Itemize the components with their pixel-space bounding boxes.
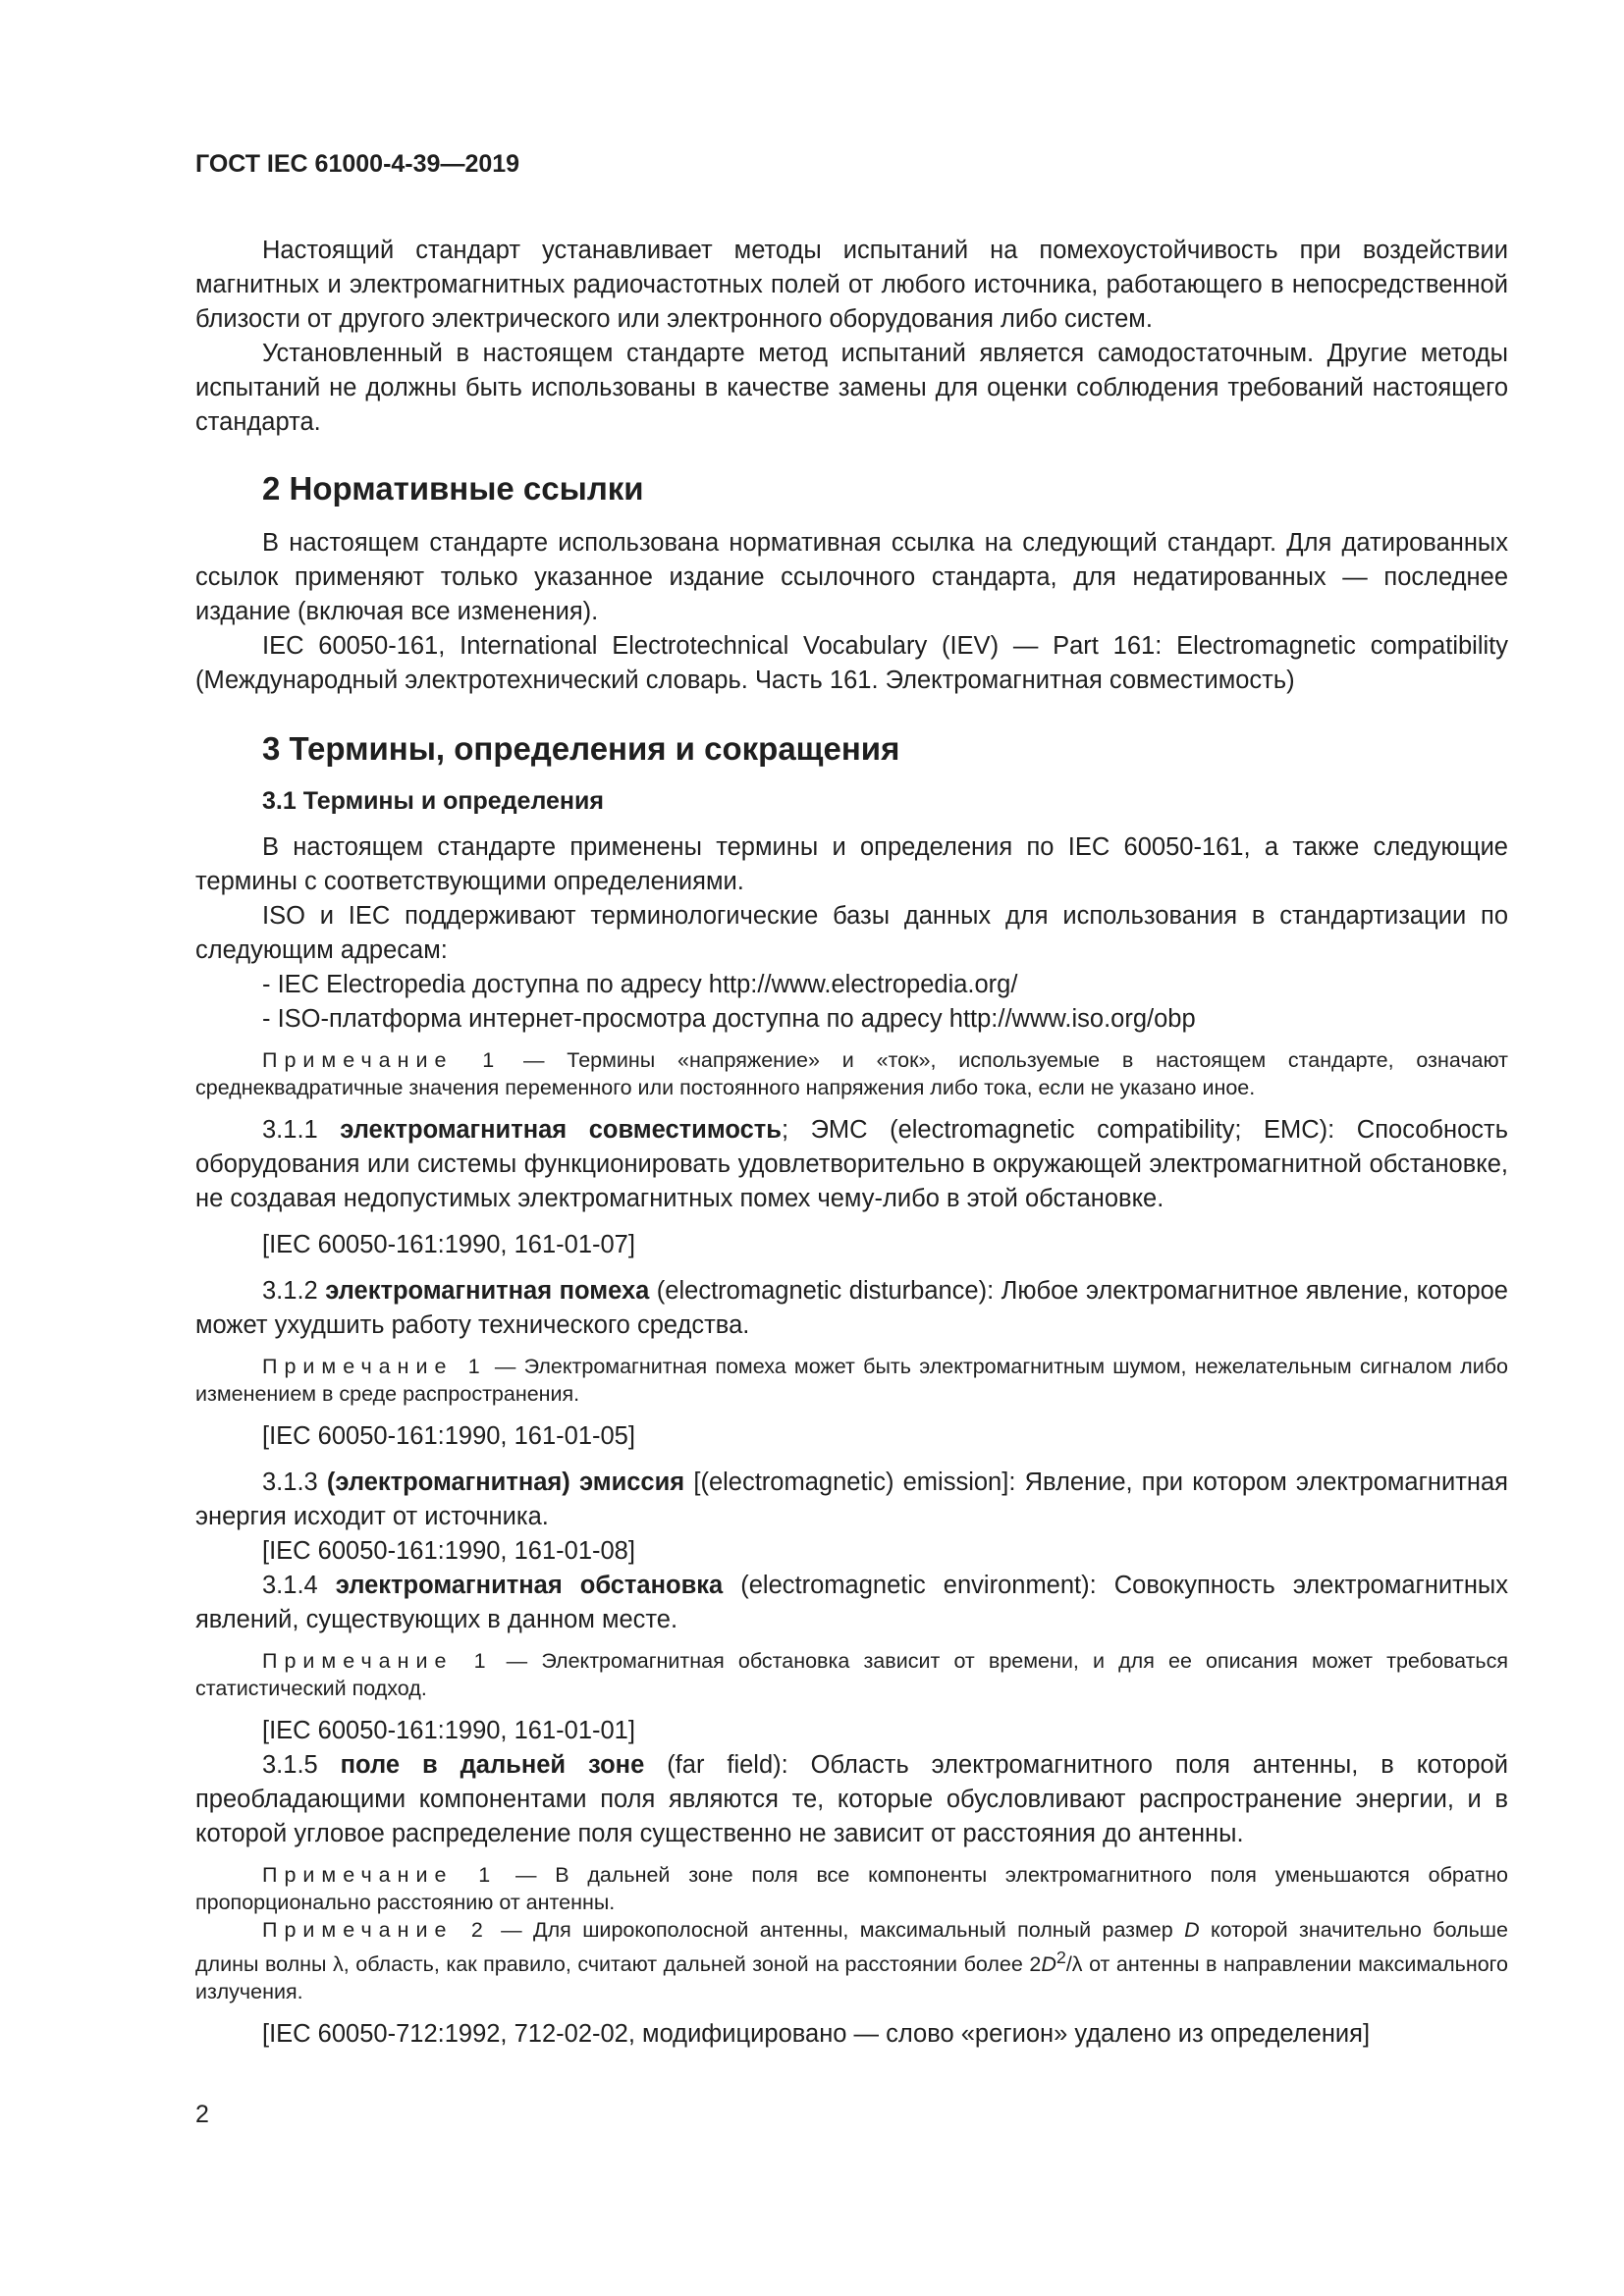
note-text: — Для широкополосной антенны, максимальный полный размер [489,1918,1185,1942]
term-number: 3.1.4 [262,1572,336,1599]
note-label: Примечание 1 [262,1649,493,1673]
term-entry [195,1274,1508,1343]
list-item: - IEC Electropedia доступна по адресу http://www.electropedia.org/ [262,971,1018,998]
term-name: электромагнитная обстановка [335,1572,724,1599]
note [195,1353,1508,1408]
note-superscript: 2 [1056,1948,1066,1967]
note [195,1046,1508,1101]
note-text: /λ от антенны в направлении максимального излучения. [195,1952,1509,2004]
subsection-heading: 3.1 Термины и определения [262,787,604,815]
list-item: - ISO-платформа интернет-просмотра доступна по адресу http://www.iso.org/obp [262,1005,1196,1033]
term-entry [195,1569,1508,1637]
note-italic-var: D [1041,1952,1056,1977]
body-paragraph: В настоящем стандарте использована нормативная ссылка на следующий стандарт. Для датированных ссылок применяют только указанное издание ссылочного стандарта, для недатированных — последнее издание (включая все изменения). [195,529,1508,625]
term-source: [IEC 60050-712:1992, 712-02-02, модифицировано — слово «регион» удалено из определения] [262,2020,1371,2049]
note-text: — Термины «напряжение» и «ток», используемые в настоящем стандарте, означают среднеквадратичные значения переменного или постоянного напряжения либо тока, если не указано иное. [195,1048,1508,1099]
term-name: поле в дальней зоне [340,1751,645,1779]
term-entry [195,1748,1508,1851]
reference-paragraph: IEC 60050-161, International Electrotechnical Vocabulary (IEV) — Part 161: Electromagnetic compatibility (Международный электротехнический словарь. Часть 161. Электромагнитная совместимость) [195,632,1508,694]
section-heading: 3 Термины, определения и сокращения [262,730,900,767]
note-label: Примечание 1 [262,1048,502,1072]
note-text: которой значительно больше длины волны λ, область, как правило, считают дальней зоной на расстоянии более 2 [195,1918,1509,1977]
term-source: [IEC 60050-161:1990, 161-01-01] [262,1717,635,1744]
term-definition: (far field): Область электромагнитного поля антенны, в которой преобладающими компонентами поля являются те, которые обусловливают распространение энергии, и в которой угловое распределение поля существенно не зависит от расстояния до антенны. [195,1751,1508,1847]
note-text: — Электромагнитная помеха может быть электромагнитным шумом, нежелательным сигналом либо изменением в среде распространения. [195,1355,1508,1406]
body-paragraph: ISO и IEC поддерживают терминологические базы данных для использования в стандартизации по следующим адресам: [195,902,1508,964]
page-number: 2 [195,2101,209,2128]
term-source: [IEC 60050-161:1990, 161-01-07] [262,1231,635,1258]
page-content [195,147,1508,2052]
intro-paragraph: Настоящий стандарт устанавливает методы испытаний на помехоустойчивость при воздействии магнитных и электромагнитных радиочастотных полей от любого источника, работающего в непосредственной близости от другого электрического или электронного оборудования либо систем. [195,237,1508,333]
term-number: 3.1.3 [262,1468,327,1496]
note-label: Примечание 2 [262,1918,490,1942]
note-text: — Электромагнитная обстановка зависит от времени, и для ее описания может требоваться статистический подход. [195,1649,1509,1700]
document-header: ГОСТ IEC 61000-4-39—2019 [195,150,520,178]
note [195,1861,1508,1916]
note-italic-var: D [1184,1918,1200,1942]
body-paragraph: В настоящем стандарте применены термины и определения по IEC 60050-161, а также следующие термины с соответствующими определениями. [195,833,1508,895]
intro-paragraph: Установленный в настоящем стандарте метод испытаний является самодостаточным. Другие методы испытаний не должны быть использованы в качестве замены для оценки соблюдения требований настоящего стандарта. [195,340,1508,436]
term-definition: [(electromagnetic) emission]: Явление, при котором электромагнитная энергия исходит от источника. [195,1468,1508,1530]
term-entry [195,1466,1508,1534]
term-number: 3.1.1 [262,1116,341,1144]
term-definition: ; ЭМС (electromagnetic compatibility; EMC): Способность оборудования или системы функционировать удовлетворительно в окружающей электромагнитной обстановке, не создавая недопустимых электромагнитных помех чему-либо в этой обстановке. [195,1116,1508,1212]
term-number: 3.1.5 [262,1751,341,1779]
term-number: 3.1.2 [262,1277,326,1305]
term-source: [IEC 60050-161:1990, 161-01-08] [262,1537,635,1565]
section-heading: 2 Нормативные ссылки [262,470,644,507]
term-source: [IEC 60050-161:1990, 161-01-05] [262,1422,635,1450]
term-definition: (electromagnetic disturbance): Любое электромагнитное явление, которое может ухудшить работу технического средства. [195,1277,1508,1339]
term-name: (электромагнитная) эмиссия [326,1468,685,1496]
note [195,1916,1508,2005]
note-label: Примечание 1 [262,1863,498,1887]
term-entry [195,1113,1508,1216]
term-name: электромагнитная помеха [325,1277,650,1305]
term-name: электромагнитная совместимость [340,1116,782,1144]
note [195,1647,1508,1702]
note-text: — В дальней зоне поля все компоненты электромагнитного поля уменьшаются обратно пропорционально расстоянию от антенны. [195,1863,1509,1914]
term-definition: (electromagnetic environment): Совокупность электромагнитных явлений, существующих в данном месте. [195,1572,1509,1633]
note-label: Примечание 1 [262,1355,487,1378]
